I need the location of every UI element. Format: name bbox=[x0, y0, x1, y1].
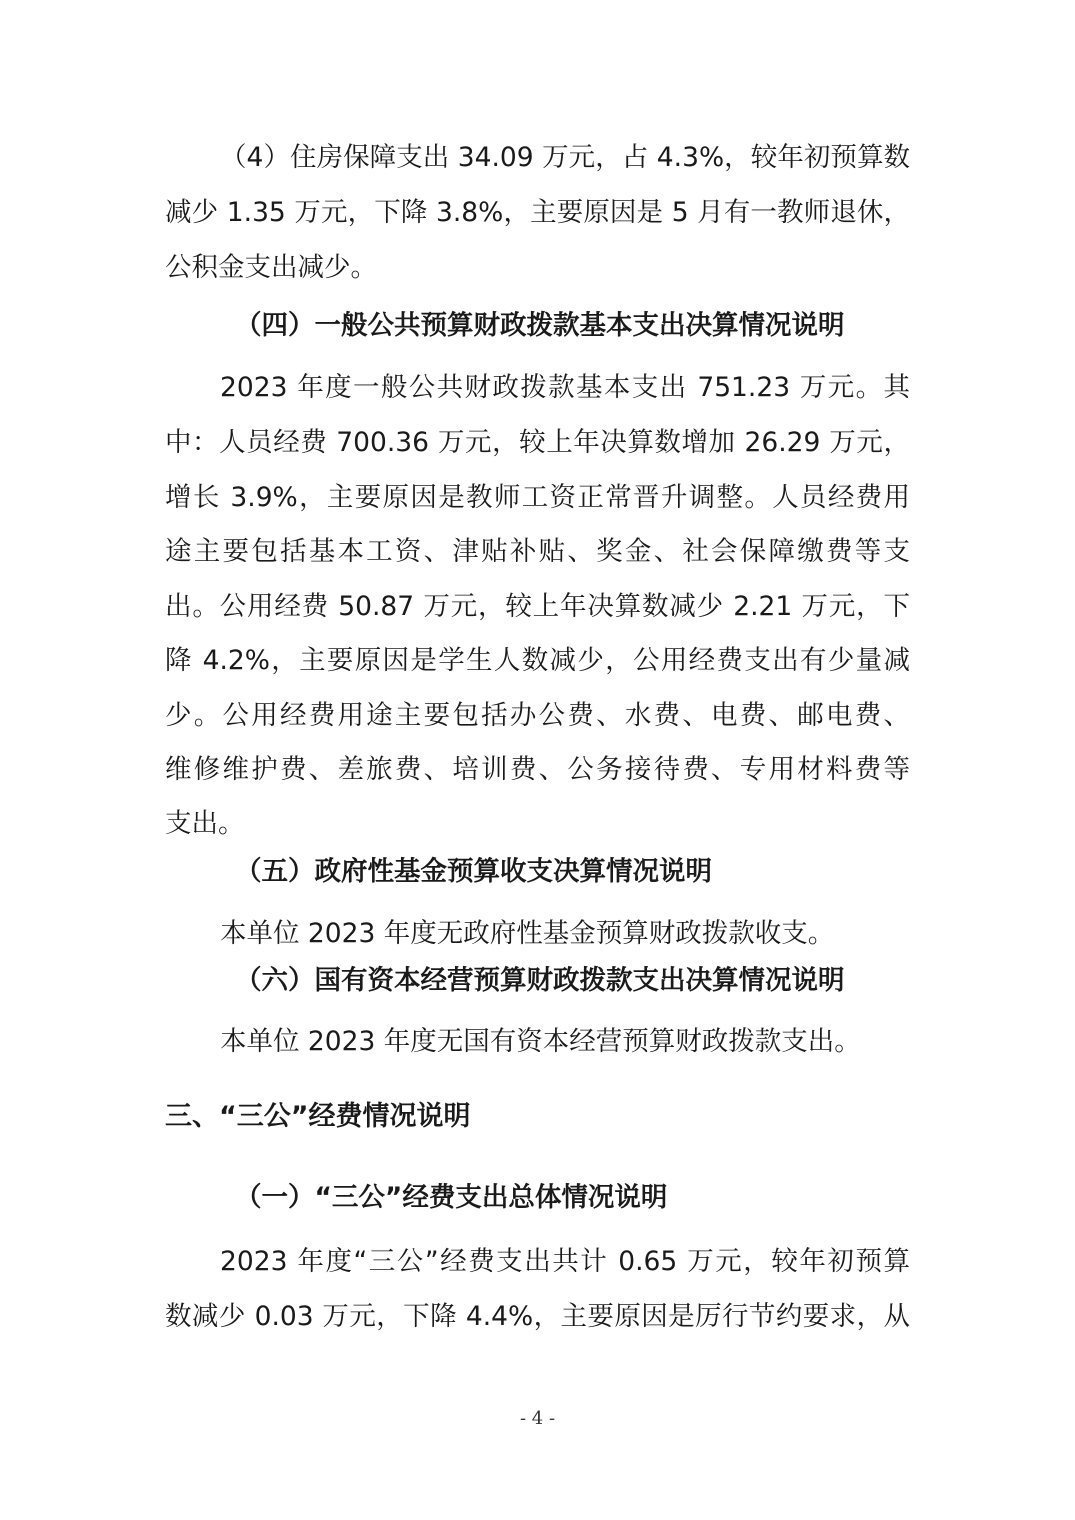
paragraph-line: 增长 3.9%，主要原因是教师工资正常晋升调整。人员经费用 bbox=[165, 482, 910, 513]
paragraph-line: 本单位 2023 年度无国有资本经营预算财政拨款支出。 bbox=[220, 1026, 861, 1057]
paragraph-line: 支出。 bbox=[165, 808, 245, 839]
paragraph-line: （4）住房保障支出 34.09 万元，占 4.3%，较年初预算数 bbox=[220, 142, 910, 173]
paragraph-line: 出。公用经费 50.87 万元，较上年决算数减少 2.21 万元，下 bbox=[165, 591, 910, 622]
paragraph-line: 少。公用经费用途主要包括办公费、水费、电费、邮电费、 bbox=[165, 700, 910, 731]
paragraph-line: 降 4.2%，主要原因是学生人数减少，公用经费支出有少量减 bbox=[165, 645, 910, 676]
paragraph-line: 2023 年度“三公”经费支出共计 0.65 万元，较年初预算 bbox=[220, 1246, 910, 1277]
paragraph-line: 减少 1.35 万元，下降 3.8%，主要原因是 5 月有一教师退休， bbox=[165, 197, 910, 228]
section-heading-four: （四）一般公共预算财政拨款基本支出决算情况说明 bbox=[235, 310, 845, 341]
paragraph-line: 公积金支出减少。 bbox=[165, 252, 377, 283]
section-heading-one: （一）“三公”经费支出总体情况说明 bbox=[235, 1182, 668, 1213]
chapter-heading-three: 三、“三公”经费情况说明 bbox=[165, 1101, 471, 1132]
paragraph-line: 数减少 0.03 万元，下降 4.4%，主要原因是厉行节约要求，从 bbox=[165, 1301, 910, 1332]
section-heading-six: （六）国有资本经营预算财政拨款支出决算情况说明 bbox=[235, 965, 845, 996]
paragraph-line: 途主要包括基本工资、津贴补贴、奖金、社会保障缴费等支 bbox=[165, 536, 910, 567]
paragraph-line: 维修维护费、差旅费、培训费、公务接待费、专用材料费等 bbox=[165, 754, 910, 785]
paragraph-line: 本单位 2023 年度无政府性基金预算财政拨款收支。 bbox=[220, 918, 835, 949]
paragraph-line: 2023 年度一般公共财政拨款基本支出 751.23 万元。其 bbox=[220, 372, 910, 403]
section-heading-five: （五）政府性基金预算收支决算情况说明 bbox=[235, 856, 712, 887]
paragraph-line: 中：人员经费 700.36 万元，较上年决算数增加 26.29 万元， bbox=[165, 427, 910, 458]
page-number: - 4 - bbox=[519, 1408, 556, 1429]
